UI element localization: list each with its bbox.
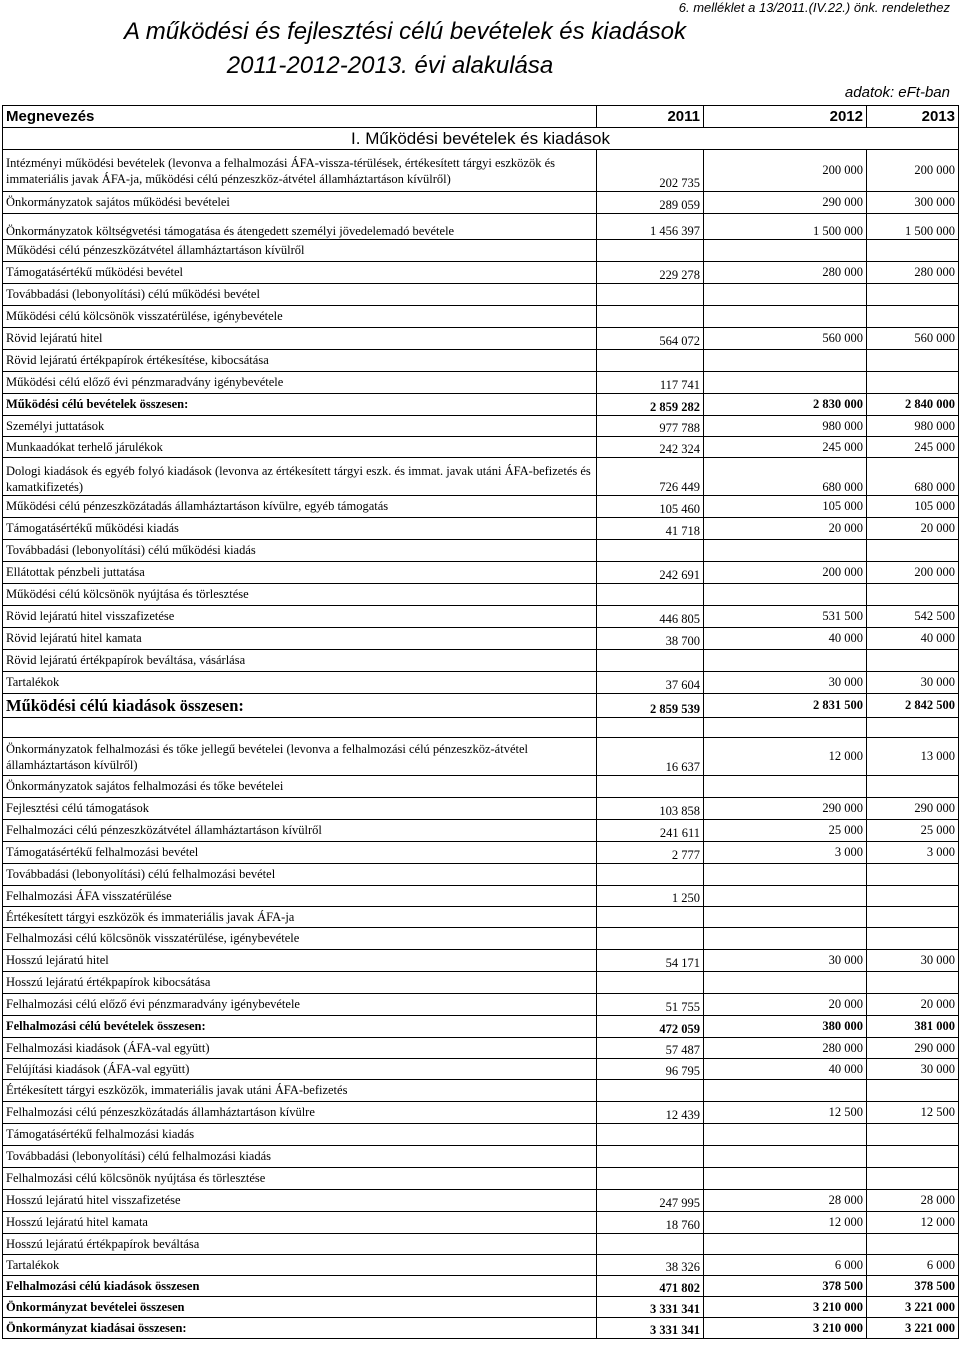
unit-note: adatok: eFt-ban [844,84,950,101]
value-2013: 12 500 [867,1102,959,1124]
value-2013: 290 000 [867,1038,959,1059]
row-label: Hosszú lejáratú hitel [3,950,597,972]
value-2011: 3 331 341 [597,1297,704,1318]
table-row [3,1038,959,1059]
value-2012: 245 000 [704,437,867,458]
row-label: Rövid lejáratú értékpapírok beváltása, vásárlása [3,650,597,672]
row-label: Továbbadási (lebonyolítási) célú működési kiadás [3,540,597,562]
value-2012 [704,1234,867,1255]
value-2012: 200 000 [704,562,867,584]
row-label: Hosszú lejáratú hitel visszafizetése [3,1190,597,1212]
value-2011: 726 449 [597,458,704,496]
value-2011 [597,584,704,606]
value-2013 [867,972,959,994]
row-label: Működési célú kiadások összesen: [3,694,597,718]
row-label: Tartalékok [3,1255,597,1276]
value-2012: 531 500 [704,606,867,628]
value-2012: 105 000 [704,496,867,518]
value-2012: 560 000 [704,328,867,350]
row-label: Támogatásértékű felhalmozási kiadás [3,1124,597,1146]
value-2012: 290 000 [704,192,867,214]
value-2011: 37 604 [597,672,704,694]
value-2011 [597,907,704,928]
value-2013 [867,540,959,562]
row-label: Önkormányzatok költségvetési támogatása és átengedett személyi jövedelemadó bevétele [3,214,597,240]
value-2011 [597,350,704,372]
value-2012: 12 000 [704,1212,867,1234]
value-2013: 200 000 [867,562,959,584]
value-2011: 2 859 282 [597,394,704,416]
value-2012: 280 000 [704,262,867,284]
value-2013: 680 000 [867,458,959,496]
table-row [3,496,959,518]
row-label: Hosszú lejáratú értékpapírok kibocsátása [3,972,597,994]
table-row [3,1234,959,1255]
column-header-name: Megnevezés [3,106,597,128]
value-2011: 54 171 [597,950,704,972]
value-2012: 2 830 000 [704,394,867,416]
table-row [3,1318,959,1339]
value-2012 [704,372,867,394]
row-label: Működési célú bevételek összesen: [3,394,597,416]
row-label: Rövid lejáratú hitel kamata [3,628,597,650]
row-label: Értékesített tárgyi eszközök, immateriális javak utáni ÁFA-befizetés [3,1080,597,1102]
row-label: Hosszú lejáratú hitel kamata [3,1212,597,1234]
value-2013 [867,306,959,328]
table-row [3,1276,959,1297]
row-label: Támogatásértékű működési kiadás [3,518,597,540]
value-2013: 560 000 [867,328,959,350]
row-label: Felhalmozáci célú pénzeszközátvétel államháztartáson kívülről [3,820,597,842]
value-2013 [867,907,959,928]
table-row [3,306,959,328]
table-row [3,694,959,718]
row-label: Önkormányzatok sajátos felhalmozási és tőke bevételei [3,776,597,798]
value-2011 [597,240,704,262]
table-row [3,950,959,972]
value-2012 [704,928,867,950]
table-row [3,394,959,416]
value-2013 [867,928,959,950]
value-2012 [704,540,867,562]
value-2011: 1 456 397 [597,214,704,240]
value-2012 [704,1124,867,1146]
value-2013: 6 000 [867,1255,959,1276]
value-2012: 40 000 [704,1059,867,1080]
table-row [3,562,959,584]
value-2012 [704,972,867,994]
value-2011: 38 326 [597,1255,704,1276]
table-row [3,372,959,394]
value-2013 [867,776,959,798]
value-2013 [867,284,959,306]
row-label: Felhalmozási célú kölcsönök nyújtása és törlesztése [3,1168,597,1190]
value-2013: 300 000 [867,192,959,214]
table-row [3,972,959,994]
value-2012 [704,584,867,606]
value-2011: 18 760 [597,1212,704,1234]
row-label: Támogatásértékű működési bevétel [3,262,597,284]
value-2011: 103 858 [597,798,704,820]
value-2012: 280 000 [704,1038,867,1059]
value-2012 [704,907,867,928]
section-title: I. Működési bevételek és kiadások [3,128,959,150]
table-row [3,214,959,240]
row-label: Felújítási kiadások (ÁFA-val együtt) [3,1059,597,1080]
value-2011: 2 859 539 [597,694,704,718]
value-2013 [867,1146,959,1168]
value-2013 [867,372,959,394]
column-header-2011: 2011 [597,106,704,128]
value-2013 [867,650,959,672]
value-2011 [597,864,704,886]
table-row [3,350,959,372]
table-row [3,628,959,650]
value-2013 [867,1234,959,1255]
document-title: A működési és fejlesztési célú bevételek és kiadások [123,18,687,45]
value-2011 [597,972,704,994]
value-2011: 1 250 [597,886,704,907]
value-2011: 229 278 [597,262,704,284]
row-label: Önkormányzatok sajátos működési bevételei [3,192,597,214]
table-row [3,262,959,284]
value-2013 [867,864,959,886]
value-2012: 2 831 500 [704,694,867,718]
value-2013: 30 000 [867,1059,959,1080]
value-2011: 57 487 [597,1038,704,1059]
value-2012: 25 000 [704,820,867,842]
document-subtitle: 2011-2012-2013. évi alakulása [226,52,554,79]
value-2013 [867,240,959,262]
value-2011 [597,306,704,328]
value-2011: 12 439 [597,1102,704,1124]
table-row [3,1016,959,1038]
value-2011: 564 072 [597,328,704,350]
table-row [3,1297,959,1318]
value-2011: 242 324 [597,437,704,458]
value-2012 [704,1168,867,1190]
value-2011: 977 788 [597,416,704,437]
value-2013: 3 221 000 [867,1318,959,1339]
row-label: Működési célú pénzeszközátadás államháztartáson kívülre, egyéb támogatás [3,496,597,518]
value-2011: 96 795 [597,1059,704,1080]
table-row [3,192,959,214]
value-2011 [597,1146,704,1168]
value-2011: 289 059 [597,192,704,214]
table-row [3,1255,959,1276]
table-row [3,776,959,798]
row-label: Rövid lejáratú értékpapírok értékesítése, kibocsátása [3,350,597,372]
value-2011 [597,540,704,562]
value-2011: 41 718 [597,518,704,540]
row-label [3,718,597,738]
value-2013: 980 000 [867,416,959,437]
value-2013: 378 500 [867,1276,959,1297]
row-label: Felhalmozási ÁFA visszatérülése [3,886,597,907]
value-2013: 200 000 [867,150,959,192]
value-2011: 51 755 [597,994,704,1016]
table-row [3,518,959,540]
value-2011: 2 777 [597,842,704,864]
row-label: Felhalmozási célú bevételek összesen: [3,1016,597,1038]
row-label: Működési célú kölcsönök visszatérülése, igénybevétele [3,306,597,328]
table-row [3,606,959,628]
table-row [3,458,959,496]
value-2011: 471 802 [597,1276,704,1297]
column-header-row [3,106,959,128]
value-2012: 6 000 [704,1255,867,1276]
value-2011: 16 637 [597,738,704,776]
budget-table-body [3,106,959,1339]
table-row [3,1168,959,1190]
table-row [3,284,959,306]
value-2011: 446 805 [597,606,704,628]
value-2012: 3 000 [704,842,867,864]
value-2012: 3 210 000 [704,1318,867,1339]
table-row [3,1190,959,1212]
row-label: Továbbadási (lebonyolítási) célú felhalmozási kiadás [3,1146,597,1168]
value-2012: 200 000 [704,150,867,192]
value-2012 [704,306,867,328]
value-2013: 30 000 [867,950,959,972]
value-2011: 247 995 [597,1190,704,1212]
row-label: Személyi juttatások [3,416,597,437]
value-2012: 30 000 [704,672,867,694]
value-2011 [597,718,704,738]
value-2013: 3 000 [867,842,959,864]
value-2012: 378 500 [704,1276,867,1297]
column-header-2012: 2012 [704,106,867,128]
row-label: Felhalmozási célú pénzeszközátadás államháztartáson kívülre [3,1102,597,1124]
value-2012: 12 000 [704,738,867,776]
value-2011: 3 331 341 [597,1318,704,1339]
table-row [3,842,959,864]
row-label: Tartalékok [3,672,597,694]
row-label: Felhalmozási célú kölcsönök visszatérülése, igénybevétele [3,928,597,950]
section-header-row [3,128,959,150]
annex-reference: 6. melléklet a 13/2011.(IV.22.) önk. rendelethez [678,0,950,15]
value-2012: 28 000 [704,1190,867,1212]
value-2011: 242 691 [597,562,704,584]
table-row [3,1124,959,1146]
value-2012: 1 500 000 [704,214,867,240]
value-2012 [704,650,867,672]
table-row [3,240,959,262]
value-2013: 290 000 [867,798,959,820]
value-2011 [597,1168,704,1190]
row-label: Önkormányzat kiadásai összesen: [3,1318,597,1339]
table-row [3,928,959,950]
value-2011 [597,1124,704,1146]
value-2013 [867,1124,959,1146]
value-2012 [704,886,867,907]
table-row [3,1146,959,1168]
row-label: Hosszú lejáratú értékpapírok beváltása [3,1234,597,1255]
value-2013: 25 000 [867,820,959,842]
value-2013: 1 500 000 [867,214,959,240]
value-2013 [867,350,959,372]
value-2011 [597,650,704,672]
value-2012 [704,350,867,372]
value-2013: 542 500 [867,606,959,628]
row-label: Intézményi működési bevételek (levonva a felhalmozási ÁFA-vissza-térülések, értékesített tárgyi eszközök és immateriális javak ÁFA-ja, működési célú pénzeszköz-átvétel államháztartáson kívülről) [3,150,597,192]
value-2013 [867,886,959,907]
table-row [3,798,959,820]
value-2013 [867,584,959,606]
table-row [3,820,959,842]
value-2013: 30 000 [867,672,959,694]
value-2012 [704,240,867,262]
value-2012: 20 000 [704,994,867,1016]
row-label: Felhalmozási célú kiadások összesen [3,1276,597,1297]
row-label: Rövid lejáratú hitel visszafizetése [3,606,597,628]
value-2012 [704,1146,867,1168]
value-2013 [867,1080,959,1102]
spacer-row [3,718,959,738]
value-2013: 3 221 000 [867,1297,959,1318]
column-header-2013: 2013 [867,106,959,128]
table-row [3,672,959,694]
table-row [3,416,959,437]
value-2011: 472 059 [597,1016,704,1038]
value-2013: 13 000 [867,738,959,776]
value-2013: 2 842 500 [867,694,959,718]
row-label: Fejlesztési célú támogatások [3,798,597,820]
value-2012 [704,776,867,798]
table-row [3,540,959,562]
value-2012: 40 000 [704,628,867,650]
value-2012 [704,864,867,886]
value-2012: 290 000 [704,798,867,820]
value-2013: 280 000 [867,262,959,284]
table-row [3,437,959,458]
row-label: Működési célú kölcsönök nyújtása és törlesztése [3,584,597,606]
table-row [3,584,959,606]
value-2011: 117 741 [597,372,704,394]
value-2012 [704,718,867,738]
table-row [3,328,959,350]
value-2011 [597,776,704,798]
row-label: Támogatásértékű felhalmozási bevétel [3,842,597,864]
value-2012 [704,1080,867,1102]
value-2011 [597,1080,704,1102]
row-label: Dologi kiadások és egyéb folyó kiadások (levonva az értékesített tárgyi eszk. és immat. javak utáni ÁFA-befizetés és kamatkifizetés) [3,458,597,496]
row-label: Ellátottak pénzbeli juttatása [3,562,597,584]
value-2012: 380 000 [704,1016,867,1038]
budget-table [2,105,959,1339]
table-row [3,1102,959,1124]
value-2013: 381 000 [867,1016,959,1038]
value-2013: 245 000 [867,437,959,458]
row-label: Továbbadási (lebonyolítási) célú működési bevétel [3,284,597,306]
value-2013: 20 000 [867,994,959,1016]
value-2012: 680 000 [704,458,867,496]
table-row [3,1080,959,1102]
value-2012: 30 000 [704,950,867,972]
row-label: Munkaadókat terhelő járulékok [3,437,597,458]
table-row [3,1212,959,1234]
row-label: Felhalmozási célú előző évi pénzmaradvány igénybevétele [3,994,597,1016]
value-2011: 202 735 [597,150,704,192]
row-label: Önkormányzatok felhalmozási és tőke jellegű bevételei (levonva a felhalmozási célú pénzeszköz-átvétel államháztartáson kívülről) [3,738,597,776]
value-2011: 241 611 [597,820,704,842]
value-2013: 2 840 000 [867,394,959,416]
table-row [3,994,959,1016]
value-2011: 105 460 [597,496,704,518]
value-2013 [867,1168,959,1190]
value-2011 [597,284,704,306]
value-2012: 20 000 [704,518,867,540]
table-row [3,886,959,907]
value-2013 [867,718,959,738]
row-label: Rövid lejáratú hitel [3,328,597,350]
value-2011 [597,1234,704,1255]
row-label: Értékesített tárgyi eszközök és immateriális javak ÁFA-ja [3,907,597,928]
value-2013: 20 000 [867,518,959,540]
value-2012: 980 000 [704,416,867,437]
value-2011 [597,928,704,950]
table-row [3,1059,959,1080]
table-row [3,738,959,776]
table-row [3,907,959,928]
row-label: Továbbadási (lebonyolítási) célú felhalmozási bevétel [3,864,597,886]
value-2012: 3 210 000 [704,1297,867,1318]
value-2011: 38 700 [597,628,704,650]
row-label: Felhalmozási kiadások (ÁFA-val együtt) [3,1038,597,1059]
row-label: Működési célú előző évi pénzmaradvány igénybevétele [3,372,597,394]
value-2013: 12 000 [867,1212,959,1234]
table-row [3,650,959,672]
value-2013: 105 000 [867,496,959,518]
row-label: Önkormányzat bevételei összesen [3,1297,597,1318]
value-2013: 40 000 [867,628,959,650]
table-row [3,150,959,192]
row-label: Működési célú pénzeszközátvétel államháztartáson kívülről [3,240,597,262]
value-2012 [704,284,867,306]
value-2012: 12 500 [704,1102,867,1124]
table-row [3,864,959,886]
value-2013: 28 000 [867,1190,959,1212]
